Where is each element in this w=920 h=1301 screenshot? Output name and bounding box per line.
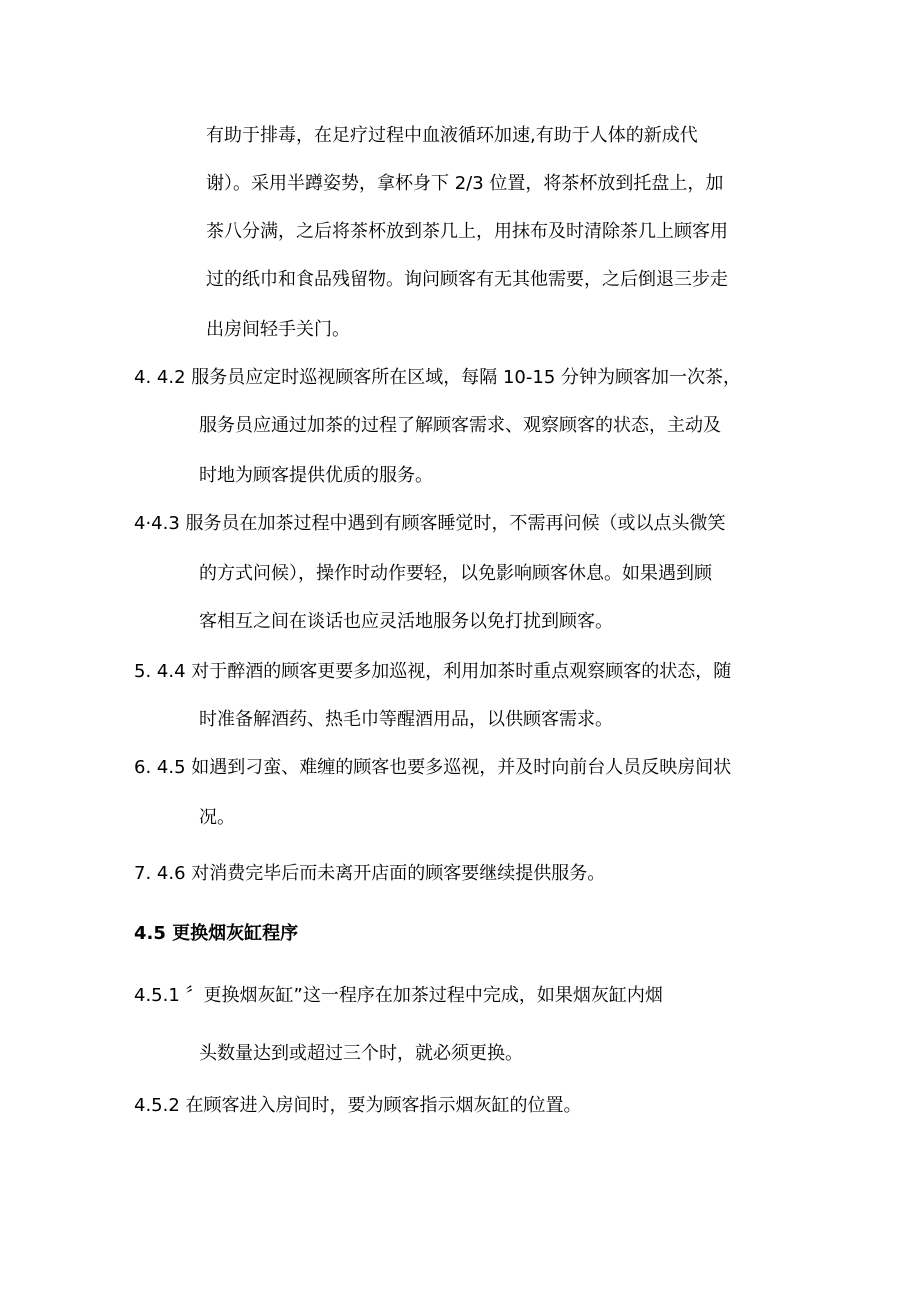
paragraph-line: 时地为顾客提供优质的服务。: [199, 465, 433, 486]
paragraph-line: 服务员应通过加茶的过程了解顾客需求、观察顾客的状态，主动及: [199, 415, 721, 436]
list-item-4-5-1: 4.5.1 〞更换烟灰缸”这一程序在加茶过程中完成，如果烟灰缸内烟: [134, 985, 663, 1006]
section-heading: 4.5 更换烟灰缸程序: [134, 923, 299, 944]
paragraph-line: 客相互之间在谈话也应灵活地服务以免打扰到顾客。: [199, 611, 613, 632]
list-item-4-4: 5. 4.4 对于醉酒的顾客更要多加巡视，利用加茶时重点观察顾客的状态，随: [134, 661, 732, 682]
list-item-4-5: 6. 4.5 如遇到刁蛮、难缠的顾客也要多巡视，并及时向前台人员反映房间状: [134, 757, 732, 778]
list-item-4-5-2: 4.5.2 在顾客进入房间时，要为顾客指示烟灰缸的位置。: [134, 1095, 582, 1116]
paragraph-line: 的方式问候），操作时动作要轻，以免影响顾客休息。如果遇到顾: [199, 563, 712, 584]
list-item-4-6: 7. 4.6 对消费完毕后而未离开店面的顾客要继续提供服务。: [134, 863, 606, 884]
paragraph-line: 况。: [199, 807, 235, 828]
paragraph-line: 茶八分满，之后将茶杯放到茶几上，用抹布及时清除茶几上顾客用: [206, 221, 728, 242]
paragraph-line: 有助于排毒，在足疗过程中血液循环加速,有助于人体的新成代: [206, 125, 698, 146]
paragraph-line: 谢）。采用半蹲姿势，拿杯身下 2/3 位置，将茶杯放到托盘上，加: [206, 173, 724, 194]
paragraph-line: 时准备解酒药、热毛巾等醒酒用品，以供顾客需求。: [199, 709, 613, 730]
paragraph-line: 出房间轻手关门。: [206, 319, 350, 340]
paragraph-line: 头数量达到或超过三个时，就必须更换。: [199, 1043, 523, 1064]
list-item-4-3: 4·4.3 服务员在加茶过程中遇到有顾客睡觉时，不需再问候（或以点头微笑: [134, 513, 726, 534]
paragraph-line: 过的纸巾和食品残留物。询问顾客有无其他需要，之后倒退三步走: [206, 269, 728, 290]
list-item-4-2: 4. 4.2 服务员应定时巡视顾客所在区域，每隔 10-15 分钟为顾客加一次茶，: [134, 367, 741, 388]
